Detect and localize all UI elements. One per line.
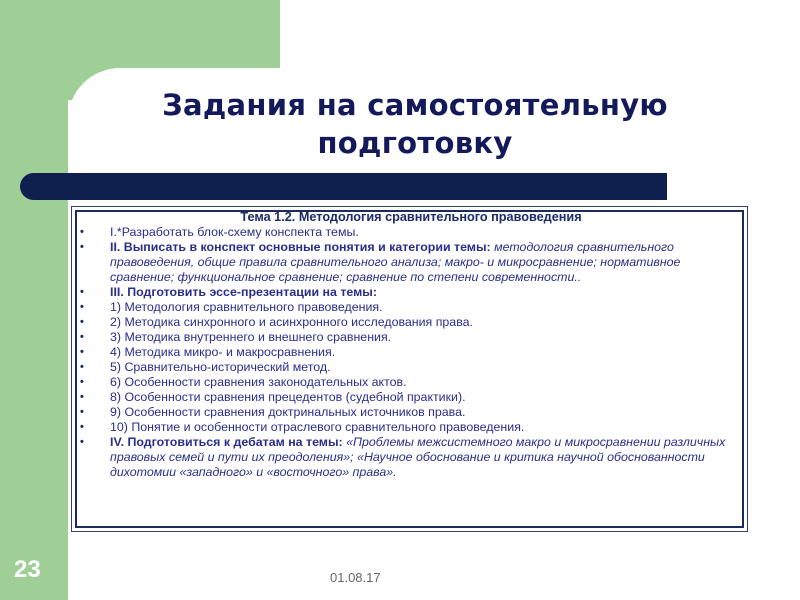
list-item: [80, 375, 740, 390]
bullet-icon: •: [80, 376, 84, 388]
bullet-icon: •: [80, 421, 84, 433]
content-text: [80, 210, 740, 480]
list-item: [80, 315, 740, 330]
title-line-2: подготовку: [317, 126, 513, 160]
slide-number: 23: [14, 556, 41, 583]
bullet-icon: •: [80, 301, 84, 313]
list-item-text: 8) Особенности сравнения прецедентов (судебной практики).: [110, 390, 466, 404]
item-4-italic: «Проблемы межсистемного макро и микросравнении различных правовых семей и пути их преодоления»; «Научное обоснование и критика научной обоснованности дихотомии «западного» и «восточного» права».: [110, 435, 726, 479]
list-item: [80, 300, 740, 315]
bullet-icon: •: [80, 286, 84, 298]
item-3-bold: III. Подготовить эссе-презентации на темы:: [110, 285, 378, 299]
list-item: [80, 420, 740, 435]
title-line-1: Задания на самостоятельную: [162, 88, 668, 122]
item-2-italic: методология сравнительного правоведения, общие правила сравнительного анализа; макро- и микросравнение; нормативное сравнение; функциональное сравнение; сравнение по степени современности..: [110, 240, 681, 284]
list-item-text: 2) Методика синхронного и асинхронного исследования права.: [110, 315, 473, 329]
list-item-text: 1) Методология сравнительного правоведения.: [110, 300, 383, 314]
bullet-icon: •: [80, 391, 84, 403]
list-item-text: 9) Особенности сравнения доктринальных источников права.: [110, 405, 466, 419]
list-item: [80, 330, 740, 345]
bullet-icon: •: [80, 316, 84, 328]
list-item-text: 6) Особенности сравнения законодательных актов.: [110, 375, 407, 389]
slide-date: 01.08.17: [330, 570, 381, 585]
bullet-item-2: [80, 240, 740, 285]
list-item-text: 5) Сравнительно-исторический метод.: [110, 360, 331, 374]
bullet-icon: •: [80, 406, 84, 418]
bullet-icon: •: [80, 226, 84, 238]
list-item: [80, 345, 740, 360]
list-item-text: 10) Понятие и особенности отраслевого сравнительного правоведения.: [110, 420, 525, 434]
list-item: [80, 405, 740, 420]
bullet-item-1: [80, 225, 740, 240]
topic-heading: Тема 1.2. Методология сравнительного правоведения: [240, 210, 582, 224]
bullet-item-3: [80, 285, 740, 300]
item-2-bold: II. Выписать в конспект основные понятия и категории темы:: [110, 240, 491, 254]
bullet-icon: •: [80, 241, 84, 253]
list-item: [80, 360, 740, 375]
item-4-bold: IV. Подготовиться к дебатам на темы:: [110, 435, 343, 449]
navy-divider-bar: [20, 173, 667, 200]
list-item: [80, 390, 740, 405]
bullet-item-4: [80, 435, 740, 480]
slide-title: [100, 86, 730, 162]
green-side-bar: [0, 0, 68, 600]
bullet-icon: •: [80, 346, 84, 358]
list-item-text: 4) Методика микро- и макросравнения.: [110, 345, 336, 359]
bullet-icon: •: [80, 436, 84, 448]
bullet-icon: •: [80, 331, 84, 343]
bullet-icon: •: [80, 361, 84, 373]
list-item-text: 3) Методика внутреннего и внешнего сравнения.: [110, 330, 392, 344]
item-1-text: I.*Разработать блок-схему конспекта темы.: [110, 225, 359, 239]
